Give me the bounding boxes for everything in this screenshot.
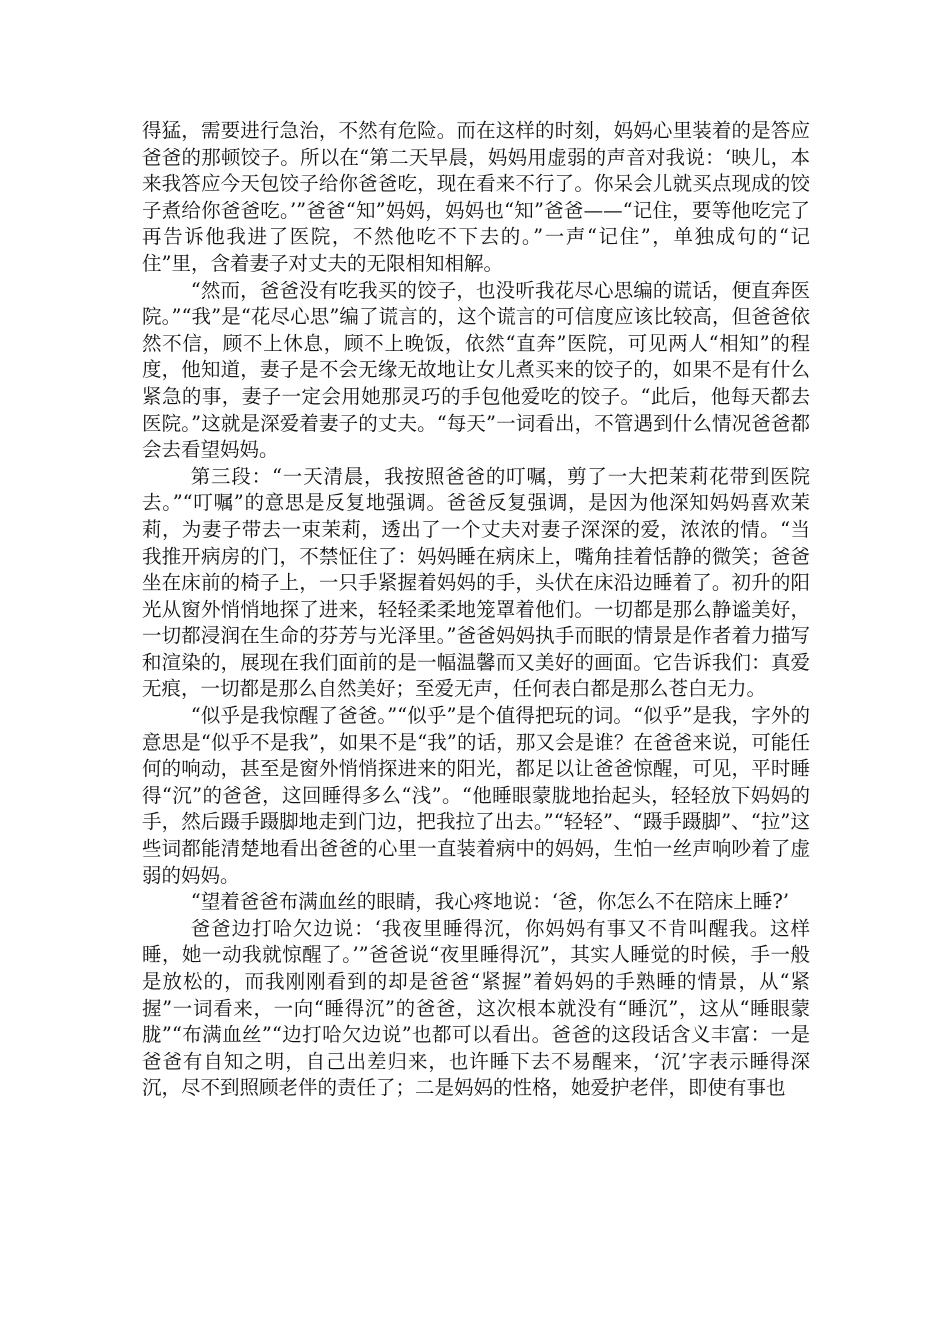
document-page [142,118,810,1102]
paragraph-4: “似乎是我惊醒了爸爸。”“似乎”是个值得把玩的词。“似乎”是我，字外的意思是“似乎不是我”，如果不是“我”的话，那又会是谁？在爸爸来说，可能任何的响动，甚至是窗外悄悄探进来的阳光，都足以让爸爸惊醒，可见，平时睡得“沉”的爸爸，这回睡得多么“浅”。“他睡眼蒙胧地抬起头，轻轻放下妈妈的手，然后蹑手蹑脚地走到门边，把我拉了出去。”“轻轻”、“蹑手蹑脚”、“拉”这些词都能清楚地看出爸爸的心里一直装着病中的妈妈，生怕一丝声响吵着了虚弱的妈妈。 [142,704,810,887]
paragraph-5: “望着爸爸布满血丝的眼睛，我心疼地说：‘爸，你怎么不在陪床上睡?’ [190,890,790,914]
paragraph-3: 第三段：“一天清晨，我按照爸爸的叮嘱，剪了一大把茉莉花带到医院去。”“叮嘱”的意思是反复地强调。爸爸反复强调，是因为他深知妈妈喜欢茉莉，为妻子带去一束茉莉，透出了一个丈夫对妻子深深的爱，浓浓的情。“当我推开病房的门，不禁怔住了：妈妈睡在病床上，嘴角挂着恬静的微笑；爸爸坐在床前的椅子上，一只手紧握着妈妈的手，头伏在床沿边睡着了。初升的阳光从窗外悄悄地探了进来，轻轻柔柔地笼罩着他们。一切都是那么静谧美好，一切都浸润在生命的芬芳与光泽里。”爸爸妈妈执手而眠的情景是作者着力描写和渲染的，展现在我们面前的是一幅温馨而又美好的画面。它告诉我们：真爱无痕，一切都是那么自然美好；至爱无声，任何表白都是那么苍白无力。 [142,464,810,701]
paragraph-6: 爸爸边打哈欠边说：‘我夜里睡得沉，你妈妈有事又不肯叫醒我。这样睡，她一动我就惊醒了。’”爸爸说“夜里睡得沉”，其实人睡觉的时候，手一般是放松的，而我刚刚看到的却是爸爸“紧握”着妈妈的手熟睡的情景，从“紧握”一词看来，一向“睡得沉”的爸爸，这次根本就没有“睡沉”，这从“睡眼蒙胧”“布满血丝”“边打哈欠边说”也都可以看出。爸爸的这段话含义丰富：一是爸爸有自知之明，自己出差归来，也许睡下去不易醒来，‘沉’字表示睡得深沉，尽不到照顾老伴的责任了；二是妈妈的性格，她爱护老伴，即使有事也 [142,916,810,1100]
paragraph-2: “然而，爸爸没有吃我买的饺子，也没听我花尽心思编的谎话，便直奔医院。”“我”是“花尽心思”编了谎言的，这个谎言的可信度应该比较高，但爸爸依然不信，顾不上休息，顾不上晚饭，依然“直奔”医院，可见两人“相知”的程度，他知道，妻子是不会无缘无故地让女儿煮买来的饺子的，如果不是有什么紧急的事，妻子一定会用她那灵巧的手包他爱吃的饺子。“此后，他每天都去医院。”这就是深爱着妻子的丈夫。“每天”一词看出，不管遇到什么情况爸爸都会去看望妈妈。 [142,278,810,462]
paragraph-1: 得猛，需要进行急治，不然有危险。而在这样的时刻，妈妈心里装着的是答应爸爸的那顿饺子。所以在“第二天早晨，妈妈用虚弱的声音对我说：‘映儿，本来我答应今天包饺子给你爸爸吃，现在看来不行了。你呆会儿就买点现成的饺子煮给你爸爸吃。’”爸爸“知”妈妈，妈妈也“知”爸爸——“记住，要等他吃完了再告诉他我进了医院，不然他吃不下去的。”一声“记住”，单独成句的“记住”里，含着妻子对丈夫的无限相知相解。 [142,119,810,275]
